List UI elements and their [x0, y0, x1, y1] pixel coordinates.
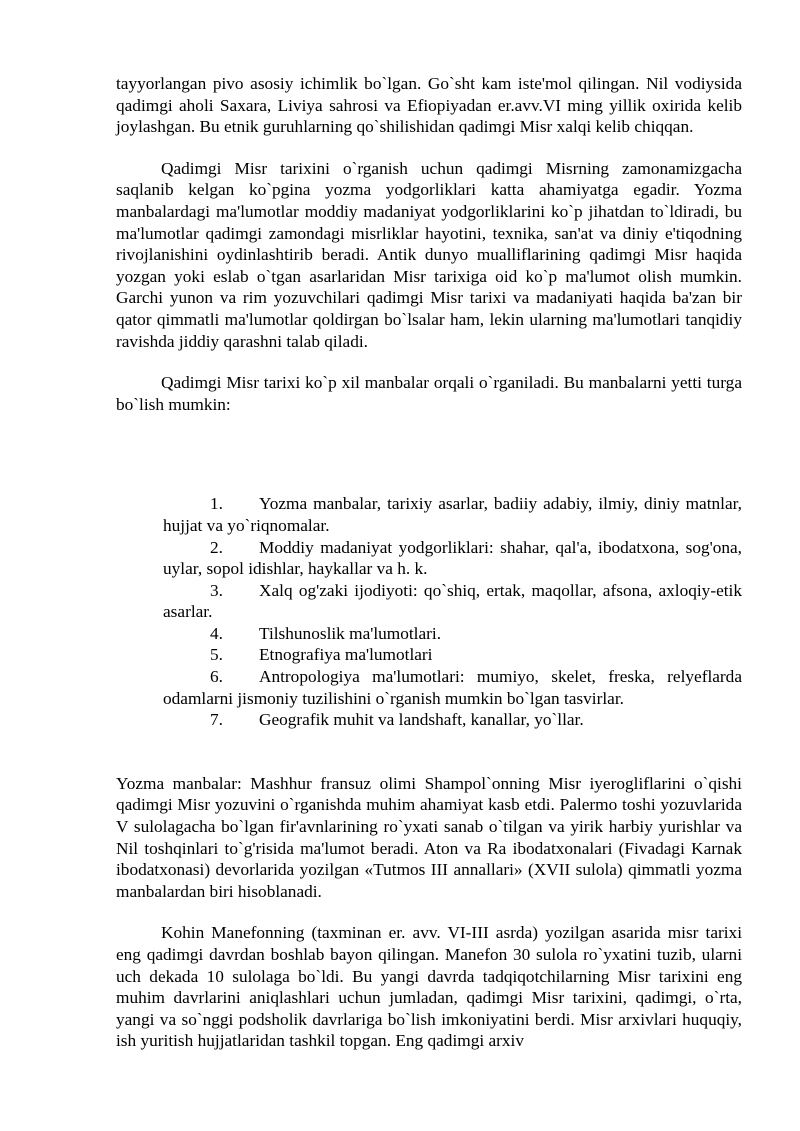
list-item-text: Etnografiya ma'lumotlari — [259, 645, 433, 665]
list-item — [163, 666, 742, 709]
document-page — [116, 73, 742, 1052]
list-item-number: 7. — [210, 710, 223, 730]
paragraph-2: Qadimgi Misr tarixini o`rganish uchun qadimgi Misrning zamonamizgacha saqlanib kelgan ko`pgina yozma yodgorliklari katta ahamiyatga egadir. Yozma manbalardagi ma'lumotlar moddiy madaniyat yodgorliklarini ko`p jihatdan to`ldiradi, bu ma'lumotlar qadimgi zamondagi misrliklar hayotini, texnika, san'at va diniy e'tiqodning rivojlanishini oydinlashtirib beradi. Antik dunyo mualliflarining qadimgi Misr haqida yozgan yoki eslab o`tgan asarlaridan Misr tarixiga oid ko`p ma'lumot olish mumkin. Garchi yunon va rim yozuvchilari qadimgi Misr tarixi va madaniyati haqida ba'zan bir qator qimmatli ma'lumotlar qoldirgan bo`lsalar ham, lekin ularning ma'lumotlari tanqidiy ravishda jiddiy qarashni talab qiladi. — [116, 158, 742, 351]
list-item-text: Xalq og'zaki ijodiyoti: qo`shiq, ertak, maqollar, afsona, axloqiy-etik asarlar. — [163, 580, 742, 622]
list-item — [163, 623, 742, 645]
list-item-text: Yozma manbalar, tarixiy asarlar, badiiy adabiy, ilmiy, diniy matnlar, hujjat va yo`riqnomalar. — [163, 494, 742, 535]
list-item-number: 1. — [210, 494, 223, 514]
list-item-number: 5. — [210, 645, 223, 665]
list-item-text: Tilshunoslik ma'lumotlari. — [259, 623, 442, 643]
list-item — [163, 493, 742, 536]
list-item — [163, 644, 742, 666]
list-item — [163, 537, 742, 580]
list-item-text: Antropologiya ma'lumotlari: mumiyo, skelet, freska, relyeflarda odamlarni jismoniy tuzilishini o`rganish mumkin bo`lgan tasvirlar. — [163, 667, 742, 708]
paragraph-3: Qadimgi Misr tarixi ko`p xil manbalar orqali o`rganiladi. Bu manbalarni yetti turga bo`lish mumkin: — [116, 373, 742, 414]
paragraph-5: Kohin Manefonning (taxminan er. avv. VI-III asrda) yozilgan asarida misr tarixi eng qadimgi davrdan boshlab bayon qilingan. Manefon 30 sulola ro`yxatini tuzib, ularni uch dekada 10 sulolaga bo`ldi. Bu yangi davrda tadqiqotchilarning Misr tarixini eng muhim davrlarini aniqlashlari uchun jumladan, qadimgi Misr tarixini, qadimgi, o`rta, yangi va so`nggi podsholik davrlariga bo`lish imkoniyatini berdi. Misr arxivlari huquqiy, ish yuritish hujjatlaridan tashkil topgan. Eng qadimgi arxiv — [116, 923, 742, 1051]
list-item-text: Geografik muhit va landshaft, kanallar, yo`llar. — [259, 710, 584, 730]
list-item-text: Moddiy madaniyat yodgorliklari: shahar, qal'a, ibodatxona, sog'ona, uylar, sopol idishlar, haykallar va h. k. — [163, 537, 742, 579]
list-item-number: 6. — [210, 667, 223, 687]
list-item — [163, 709, 742, 731]
list-item-number: 4. — [210, 623, 223, 643]
paragraph-1: tayyorlangan pivo asosiy ichimlik bo`lgan. Go`sht kam iste'mol qilingan. Nil vodiysida qadimgi aholi Saxara, Liviya sahrosi va Efiopiyadan er.avv.VI ming yillik oxirida kelib joylashgan. Bu etnik guruhlarning qo`shilishidan qadimgi Misr xalqi kelib chiqqan. — [116, 74, 742, 137]
sources-list — [116, 493, 742, 731]
list-item — [163, 580, 742, 623]
paragraph-4: Yozma manbalar: Mashhur fransuz olimi Shampol`onning Misr iyerogliflarini o`qishi qadimgi Misr yozuvini o`rganishda muhim ahamiyat kasb etdi. Palermo toshi yozuvlarida V sulolagacha bo`lgan fir'avnlarining ro`yxati sanab o`tilgan va yirik harbiy yurishlar va Nil toshqinlari to`g'risida ma'lumot beradi. Aton va Ra ibodatxonalari (Fivadagi Karnak ibodatxonasi) devorlarida yozilgan «Tutmos III annallari» (XVII sulola) qimmatli yozma manbalardan biri hisoblanadi. — [116, 773, 742, 901]
list-item-number: 3. — [210, 580, 223, 600]
list-item-number: 2. — [210, 537, 223, 557]
